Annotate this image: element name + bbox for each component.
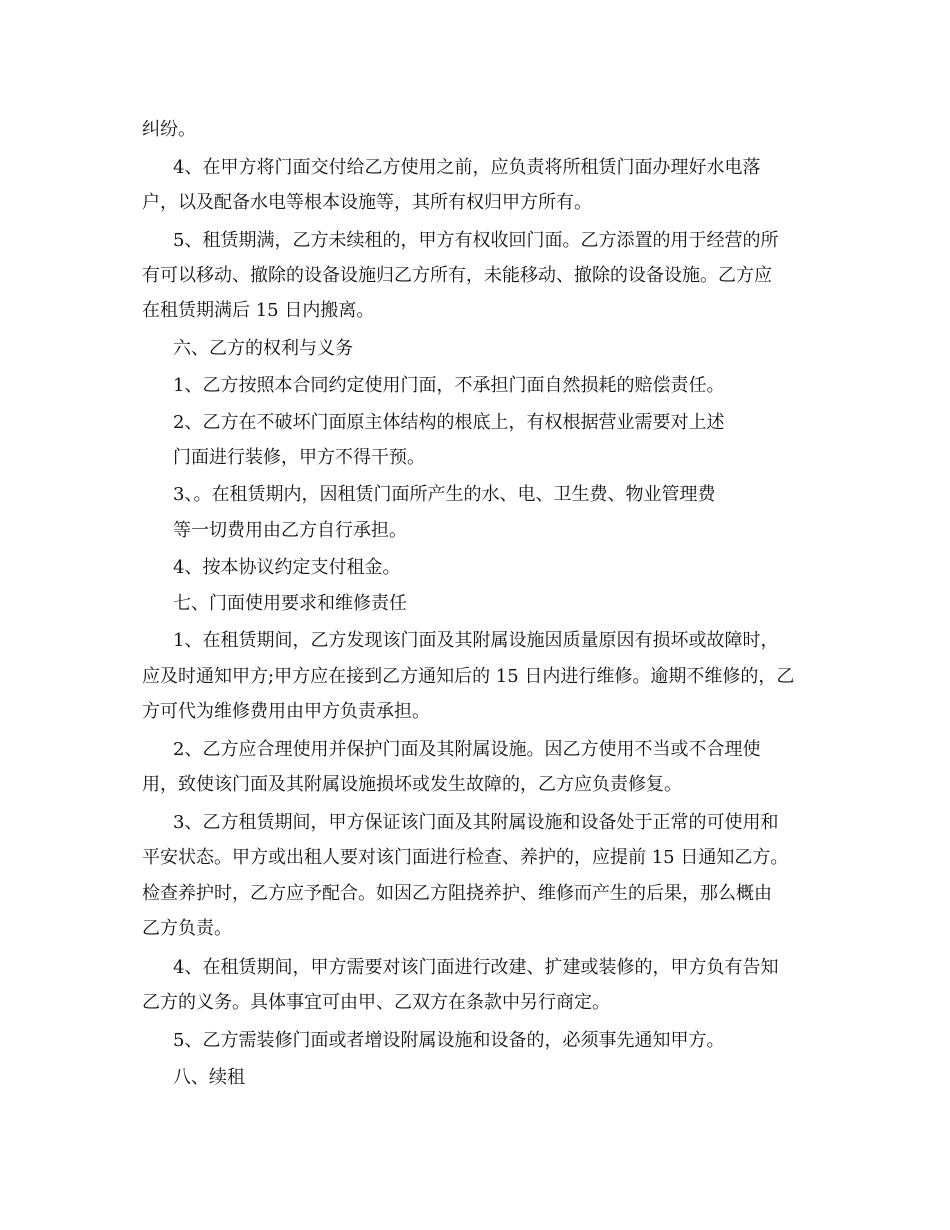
paragraph-line: 乙方的义务。具体事宜可由甲、乙双方在条款中另行商定。: [142, 992, 610, 1013]
paragraph-line: 2、乙方应合理使用并保护门面及其附属设施。因乙方使用不当或不合理使: [173, 739, 761, 760]
paragraph-line: 门面进行装修，甲方不得干预。: [173, 447, 425, 468]
paragraph-line: 1、在租赁期间，乙方发现该门面及其附属设施因质量原因有损坏或故障时，: [173, 630, 779, 651]
paragraph-line: 乙方负责。: [142, 918, 232, 939]
paragraph-line: 4、在租赁期间，甲方需要对该门面进行改建、扩建或装修的，甲方负有告知: [173, 957, 779, 978]
paragraph-line: 4、在甲方将门面交付给乙方使用之前，应负责将所租赁门面办理好水电落: [173, 157, 761, 178]
paragraph-line: 等一切费用由乙方自行承担。: [173, 520, 407, 541]
paragraph-line: 1、乙方按照本合同约定使用门面，不承担门面自然损耗的赔偿责任。: [173, 375, 725, 396]
paragraph-line: 纠纷。: [142, 119, 196, 140]
paragraph-line: 2、乙方在不破坏门面原主体结构的根底上，有权根据营业需要对上述: [173, 412, 725, 433]
paragraph-line: 5、乙方需装修门面或者增设附属设施和设备的，必须事先通知甲方。: [173, 1030, 725, 1051]
paragraph-line: 4、按本协议约定支付租金。: [173, 557, 401, 578]
paragraph-line: 3、乙方租赁期间，甲方保证该门面及其附属设施和设备处于正常的可使用和: [173, 812, 779, 833]
paragraph-line: 平安状态。甲方或出租人要对该门面进行检查、养护的，应提前 15 日通知乙方。: [142, 847, 789, 868]
paragraph-line: 有可以移动、撤除的设备设施归乙方所有，未能移动、撤除的设备设施。乙方应: [142, 265, 772, 286]
paragraph-line: 应及时通知甲方;甲方应在接到乙方通知后的 15 日内进行维修。逾期不维修的，乙: [142, 666, 795, 687]
paragraph-line: 3、。在租赁期内，因租赁门面所产生的水、电、卫生费、物业管理费: [173, 484, 716, 505]
paragraph-line: 检查养护时，乙方应予配合。如因乙方阻挠养护、维修而产生的后果，那么概由: [142, 883, 772, 904]
paragraph-line: 方可代为维修费用由甲方负责承担。: [142, 701, 430, 722]
section-heading: 六、乙方的权利与义务: [173, 338, 353, 359]
paragraph-line: 5、租赁期满，乙方未续租的，甲方有权收回门面。乙方添置的用于经营的所: [173, 230, 779, 251]
section-heading: 七、门面使用要求和维修责任: [173, 593, 407, 614]
paragraph-line: 户，以及配备水电等根本设施等，其所有权归甲方所有。: [142, 192, 592, 213]
paragraph-line: 用，致使该门面及其附属设施损坏或发生故障的，乙方应负责修复。: [142, 774, 682, 795]
paragraph-line: 在租赁期满后 15 日内搬离。: [142, 300, 375, 321]
section-heading: 八、续租: [173, 1067, 245, 1088]
